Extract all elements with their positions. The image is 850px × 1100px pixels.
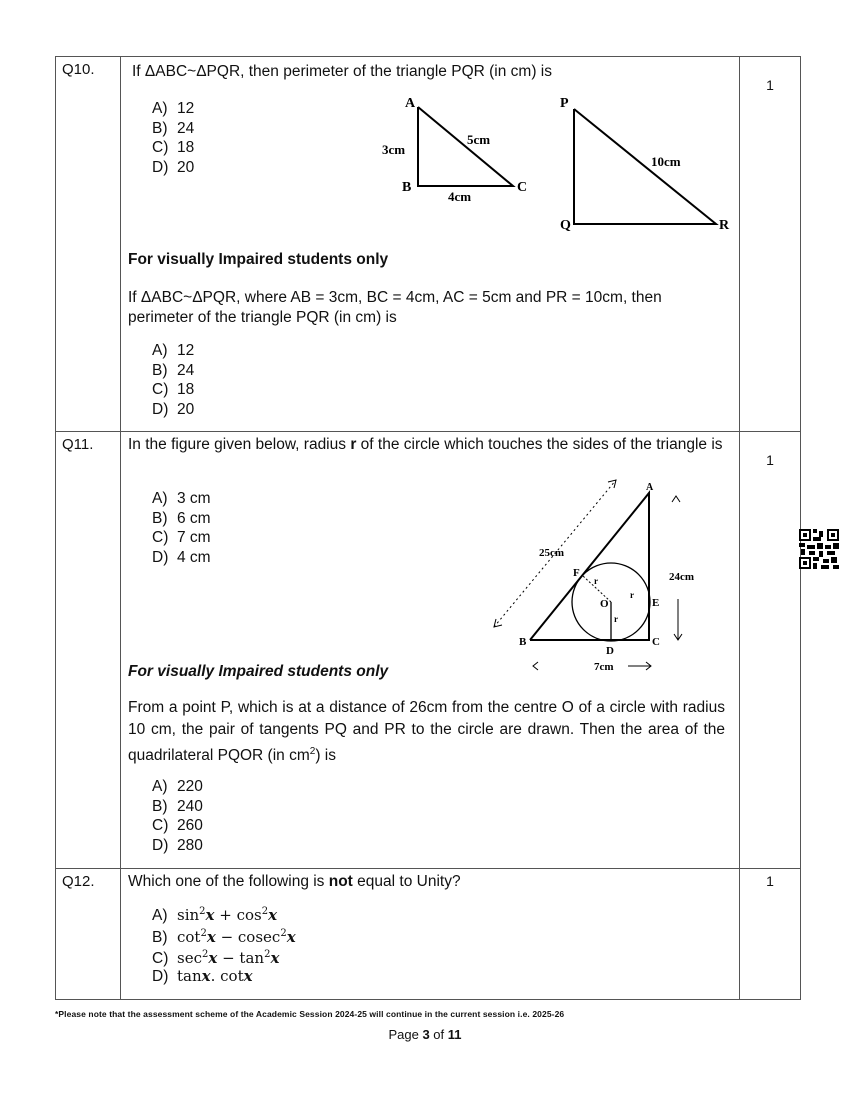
page-number: Page 3 of 11 <box>388 1027 462 1042</box>
svg-text:D: D <box>606 645 614 657</box>
visually-impaired-text: From a point P, which is at a distance of 26cm from the centre O of a circle with radius 10 cm, the pair of tangents PQ and PR to the circle are drawn. Then the area of the quadrilateral PQOR (in $cm^2$) is <box>128 699 725 765</box>
visually-impaired-text: If ΔABC~ΔPQR, where AB = 3cm, BC = 4cm, AC = 5cm and PR = 10cm, then perimeter of the triangle PQR (in cm) is <box>128 289 662 326</box>
option: B) 24 <box>152 361 195 379</box>
option: B) 6 cm <box>152 509 211 527</box>
option: B) 240 <box>152 797 203 815</box>
svg-text:7cm: 7cm <box>594 661 614 672</box>
question-number: Q11. <box>56 432 121 869</box>
svg-text:F: F <box>573 567 580 579</box>
question-body <box>121 57 740 432</box>
option: A) 220 <box>152 778 203 795</box>
option: D) 20 <box>152 158 195 176</box>
qr-code-icon <box>799 529 839 569</box>
question-body <box>121 869 740 1000</box>
svg-text:24cm: 24cm <box>669 571 695 583</box>
option: A) $\sin^2x + \cos^2x$ <box>152 906 278 924</box>
question-table <box>55 56 801 1000</box>
option: C) $\sec^2x - \tan^2x$ <box>152 949 280 967</box>
vi-options-list <box>128 777 203 855</box>
svg-text:4cm: 4cm <box>448 189 472 204</box>
similar-triangles-figure <box>371 89 751 239</box>
question-row-q10 <box>56 57 801 432</box>
visually-impaired-heading: For visually Impaired students only <box>128 663 389 680</box>
marks-value: 1 <box>766 77 774 93</box>
option: A) 3 cm <box>152 490 211 507</box>
option: C) 260 <box>152 817 203 834</box>
svg-text:R: R <box>719 218 730 233</box>
option: C) 18 <box>152 381 195 398</box>
svg-text:3cm: 3cm <box>382 142 406 157</box>
marks-value: 1 <box>766 452 774 468</box>
svg-text:Q: Q <box>560 218 571 233</box>
svg-text:r: r <box>614 614 618 624</box>
question-number: Q10. <box>56 57 121 432</box>
option: C) 18 <box>152 139 195 156</box>
svg-text:A: A <box>405 96 416 111</box>
svg-text:P: P <box>560 96 569 111</box>
question-row-q11 <box>56 432 801 869</box>
incircle-triangle-figure <box>486 472 726 672</box>
option: B) $\cot^2x - cosec^2x$ <box>152 927 296 946</box>
svg-text:O: O <box>600 598 609 610</box>
question-body <box>121 432 740 869</box>
question-row-q12 <box>56 869 801 1000</box>
question-text: If ΔABC~ΔPQR, then perimeter of the triangle PQR (in cm) is <box>132 63 552 80</box>
question-number: Q12. <box>56 869 121 1000</box>
svg-text:C: C <box>652 636 660 648</box>
option: D) 4 cm <box>152 548 211 566</box>
svg-text:25cm: 25cm <box>539 547 565 559</box>
marks-value: 1 <box>766 873 774 889</box>
svg-text:E: E <box>652 597 660 609</box>
option: A) 12 <box>152 342 195 359</box>
svg-text:r: r <box>594 576 598 586</box>
marks-cell <box>740 869 801 1000</box>
option: D) 280 <box>152 836 203 854</box>
options-list <box>128 99 194 177</box>
svg-text:10cm: 10cm <box>651 154 681 169</box>
options-list <box>128 901 296 987</box>
svg-text:B: B <box>519 636 527 648</box>
option: D) tanx. cotx <box>152 966 253 985</box>
footnote: *Please note that the assessment scheme of the Academic Session 2024-25 will continue in the current session i.e. 2025-26 <box>55 1009 565 1019</box>
svg-text:C: C <box>517 180 528 195</box>
svg-text:5cm: 5cm <box>467 132 491 147</box>
question-text: Which one of the following is not equal to Unity? <box>128 873 461 890</box>
options-list <box>128 489 211 567</box>
visually-impaired-heading: For visually Impaired students only <box>128 251 389 268</box>
option: B) 24 <box>152 119 195 137</box>
question-text: In the figure given below, radius r of the circle which touches the sides of the triangle is <box>128 436 723 453</box>
option: A) 12 <box>152 100 195 117</box>
marks-cell <box>740 432 801 869</box>
option: C) 7 cm <box>152 529 211 546</box>
option: D) 20 <box>152 400 195 418</box>
svg-text:r: r <box>630 590 634 600</box>
vi-options-list <box>128 341 194 419</box>
svg-text:B: B <box>402 180 412 195</box>
svg-text:A: A <box>646 482 654 493</box>
